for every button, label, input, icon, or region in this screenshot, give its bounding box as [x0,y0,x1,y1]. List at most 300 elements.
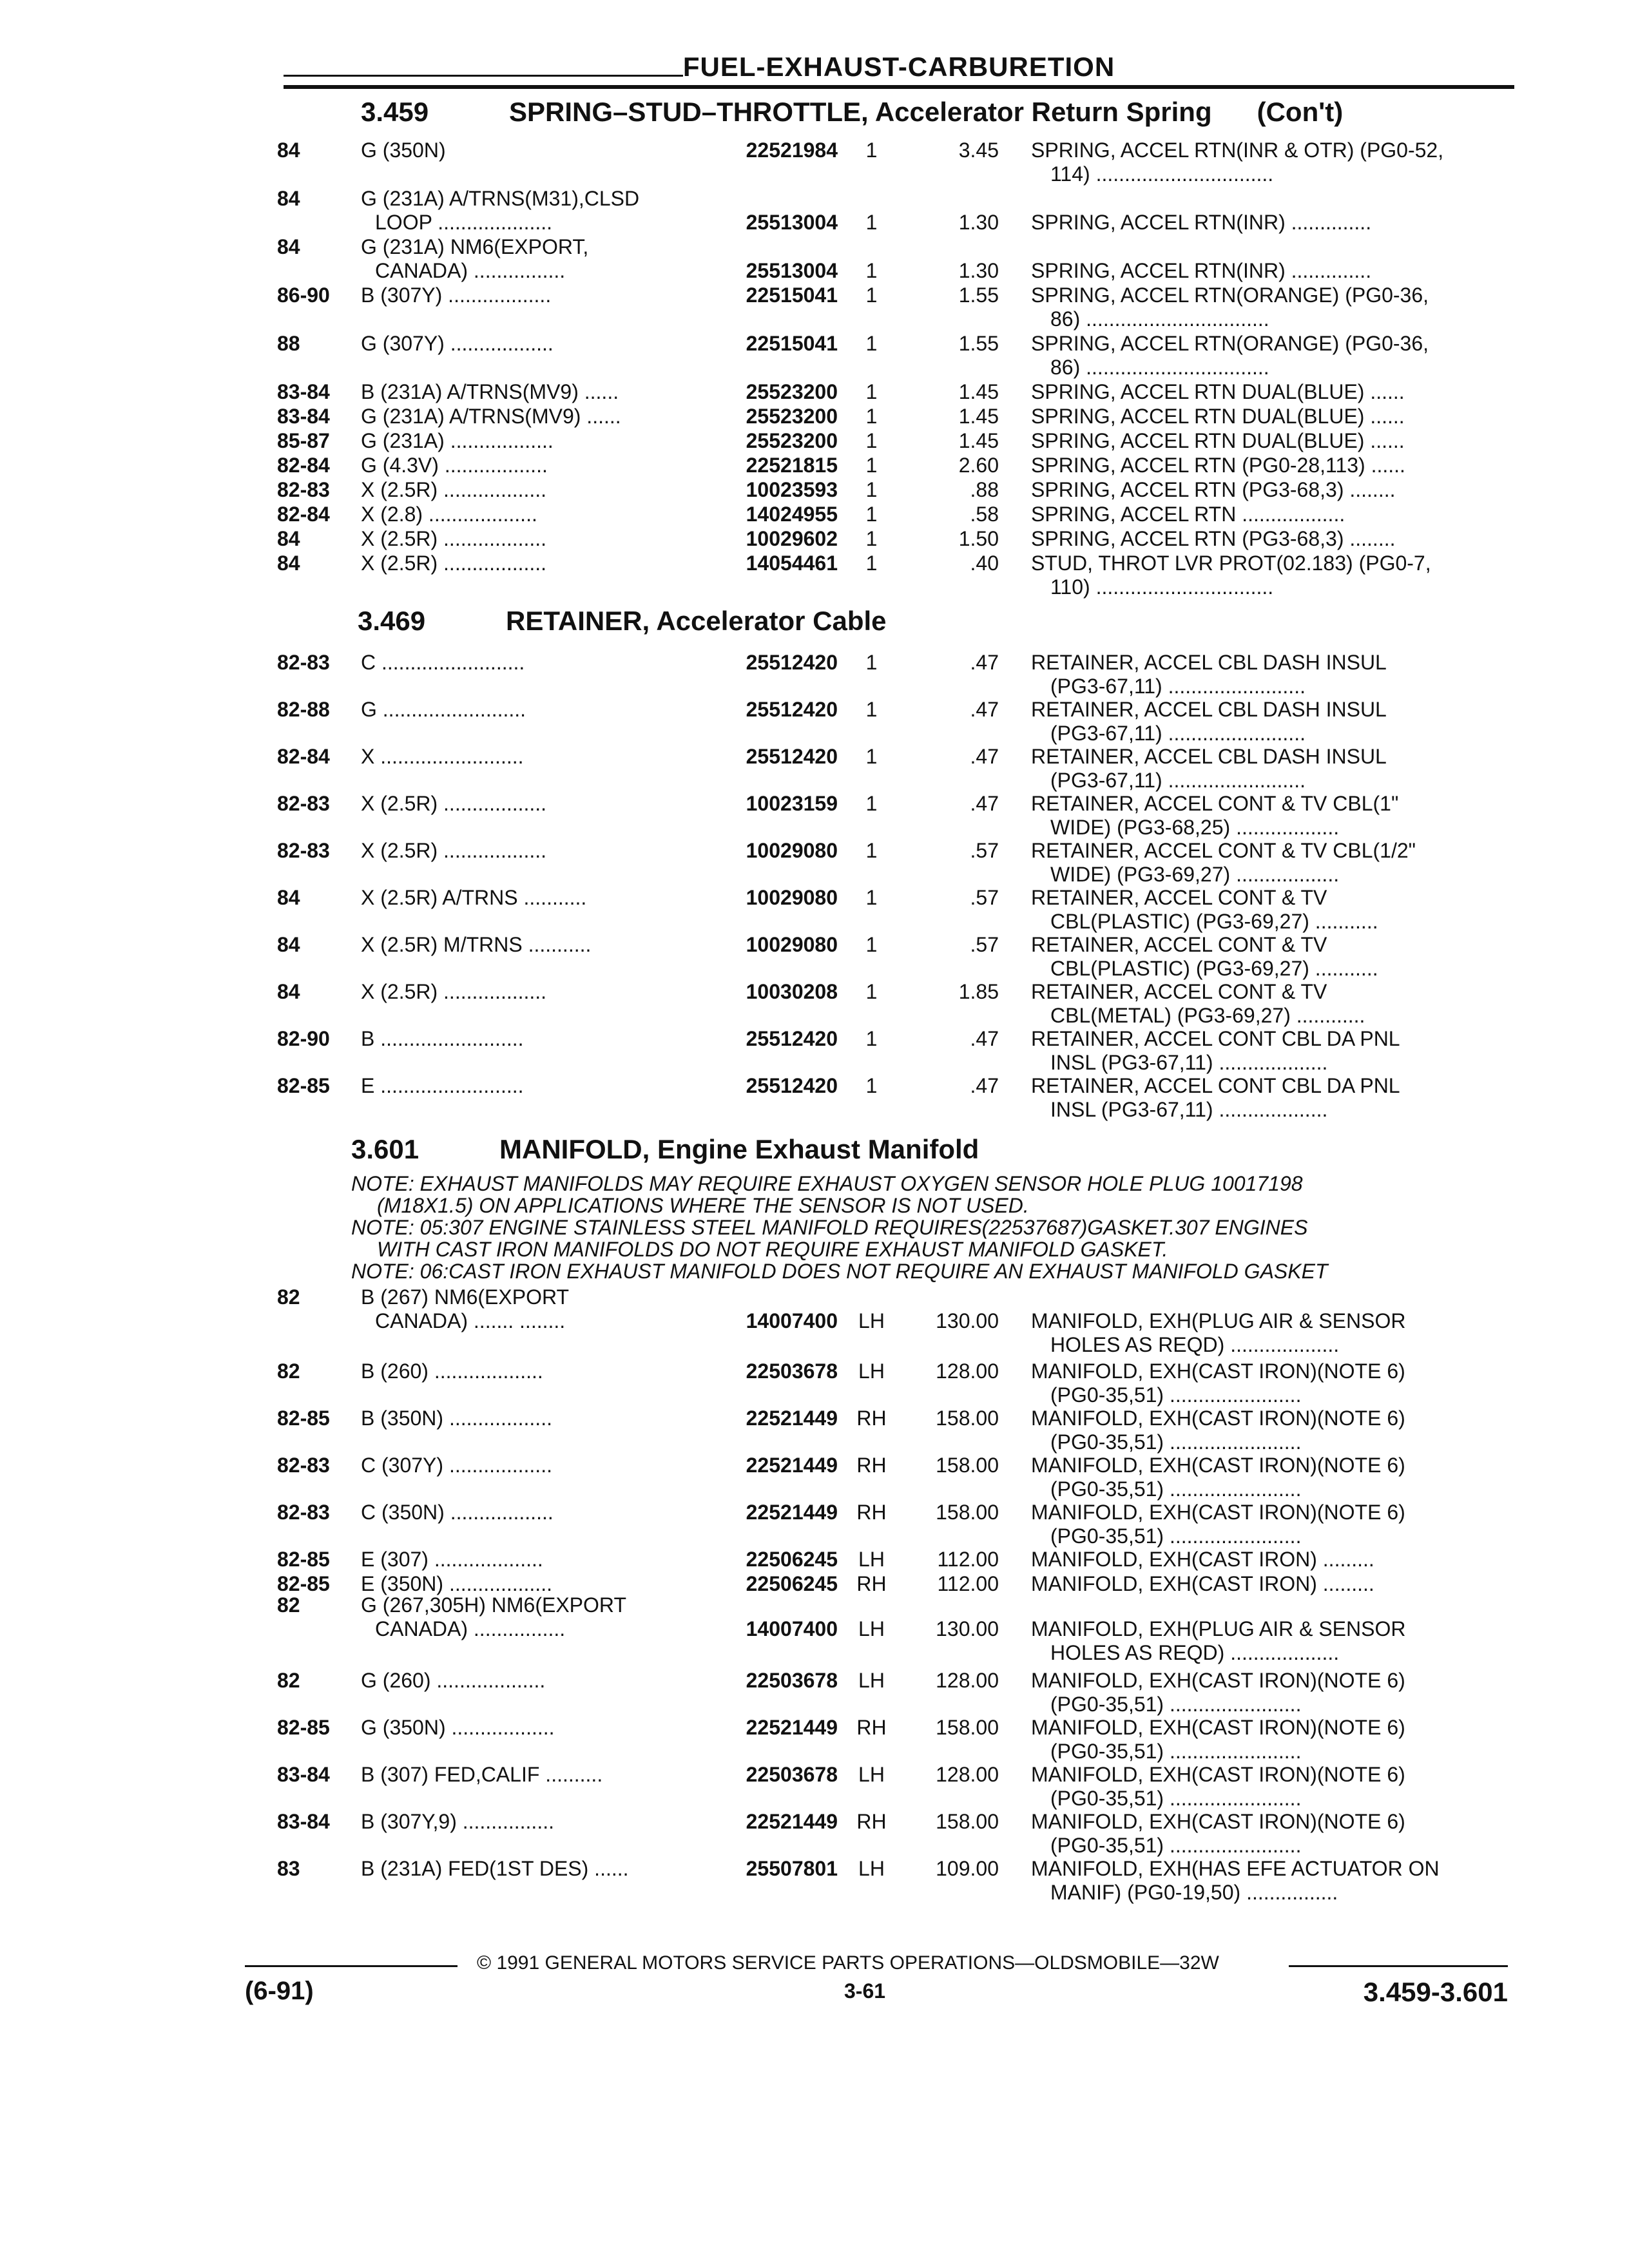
part-description [1031,429,1405,453]
description-line: SPRING, ACCEL RTN DUAL(BLUE) ...... [1031,380,1405,403]
description-line: MANIFOLD, EXH(CAST IRON)(NOTE 6) [1031,1810,1405,1833]
part-number: 22521449 [746,1407,838,1430]
quantity: RH [856,1810,887,1833]
model-line: G (231A) A/TRNS(M31),CLSD [361,187,640,210]
part-number: 10030208 [746,980,838,1003]
quantity: RH [856,1407,887,1430]
price: 1.55 [958,332,999,355]
part-number: 22503678 [746,1669,838,1692]
model-year: 84 [277,933,300,956]
part-number: 22521449 [746,1501,838,1524]
model-line: G ......................... [361,698,526,721]
description-line: (PG0-35,51) ....................... [1050,1693,1302,1716]
description-line: (PG0-35,51) ....................... [1050,1740,1302,1763]
price: .47 [970,745,999,768]
quantity: RH [856,1454,887,1477]
quantity: 1 [865,886,878,909]
part-description [1031,284,1429,331]
part-description [1031,1454,1405,1501]
price: 158.00 [936,1501,999,1524]
description-line: RETAINER, ACCEL CONT & TV CBL(1" [1031,792,1399,815]
model-line: E (307) ................... [361,1548,543,1571]
model-line: G (231A) .................. [361,429,554,452]
description-line: SPRING, ACCEL RTN (PG3-68,3) ........ [1031,527,1396,550]
part-number: 22521449 [746,1716,838,1739]
model-line: G (350N) .................. [361,1716,555,1739]
model-code [361,1593,626,1641]
model-year: 82-83 [277,792,330,815]
description-line: (PG0-35,51) ....................... [1050,1383,1302,1407]
model-code [361,552,546,575]
model-year: 84 [277,980,300,1003]
section-number: 3.459 [361,97,429,127]
footer-rule [245,1965,458,1967]
model-code [361,1548,543,1571]
description-line: (PG3-67,11) ........................ [1050,675,1306,698]
model-year: 82-88 [277,698,330,721]
model-year: 82 [277,1669,300,1692]
price: 1.45 [958,380,999,403]
note-line: NOTE: 06:CAST IRON EXHAUST MANIFOLD DOES NOT REQUIRE AN EXHAUST MANIFOLD GASKET [351,1260,1328,1283]
part-number: 10029080 [746,839,838,862]
model-line: E (350N) .................. [361,1572,552,1595]
page-title: FUEL-EXHAUST-CARBURETION [682,52,1115,82]
part-description [1031,839,1416,887]
copyright: © 1991 GENERAL MOTORS SERVICE PARTS OPERATIONS—OLDSMOBILE—32W [477,1952,1219,1974]
quantity: LH [858,1857,885,1880]
part-description [1031,1501,1405,1548]
part-description [1031,552,1431,599]
model-code [361,1810,554,1834]
model-code [361,1407,552,1430]
model-year: 82-85 [277,1716,330,1739]
part-number: 25513004 [746,259,838,282]
part-number: 25512420 [746,651,838,674]
model-line: X (2.5R) .................. [361,552,547,575]
quantity: 1 [865,380,878,403]
part-number: 14007400 [746,1309,838,1332]
model-code [361,1716,555,1740]
quantity: 1 [865,405,878,428]
model-line: B (307Y,9) ................ [361,1810,554,1833]
model-year: 84 [277,235,300,258]
part-description [1031,745,1387,793]
description-line: MANIFOLD, EXH(HAS EFE ACTUATOR ON [1031,1857,1440,1880]
part-number: 25523200 [746,429,838,452]
section-number: 3.469 [358,606,426,636]
part-number: 25513004 [746,211,838,234]
model-year: 82 [277,1285,300,1309]
quantity: 1 [865,698,878,721]
model-line: LOOP .................... [375,211,553,234]
description-line: HOLES AS REQD) ................... [1050,1333,1340,1356]
description-line: CBL(PLASTIC) (PG3-69,27) ........... [1050,957,1378,980]
quantity: LH [858,1360,885,1383]
price: .88 [970,478,999,501]
model-line: C (307Y) .................. [361,1454,552,1477]
description-line: SPRING, ACCEL RTN (PG0-28,113) ...... [1031,454,1405,477]
model-year: 84 [277,527,300,550]
quantity: 1 [865,429,878,452]
part-number: 10023159 [746,792,838,815]
model-line: X (2.5R) .................. [361,839,547,862]
description-line: RETAINER, ACCEL CBL DASH INSUL [1031,698,1387,721]
price: .57 [970,886,999,909]
price: 3.45 [958,139,999,162]
quantity: 1 [865,503,878,526]
section-number: 3.601 [351,1134,419,1164]
description-line: INSL (PG3-67,11) ................... [1050,1051,1328,1074]
quantity: 1 [865,792,878,815]
revision-date: (6-91) [245,1977,314,2005]
model-year: 82-85 [277,1572,330,1595]
description-line: MANIFOLD, EXH(PLUG AIR & SENSOR [1031,1617,1406,1640]
model-year: 83 [277,1857,300,1880]
model-year: 83-84 [277,1763,330,1786]
part-description [1031,933,1378,981]
section-range: 3.459-3.601 [1363,1977,1508,2007]
quantity: 1 [865,1074,878,1097]
part-description [1031,792,1398,840]
model-code [361,980,546,1004]
page-header [284,52,1514,89]
model-year: 83-84 [277,405,330,428]
price: 1.55 [958,284,999,307]
note-line: NOTE: 05:307 ENGINE STAINLESS STEEL MANIFOLD REQUIRES(22537687)GASKET.307 ENGINES [351,1216,1308,1239]
description-line: MANIF) (PG0-19,50) ................ [1050,1881,1338,1904]
model-code [361,698,526,722]
model-year: 84 [277,187,300,210]
description-line: RETAINER, ACCEL CONT CBL DA PNL [1031,1074,1400,1097]
model-line: X (2.5R) .................. [361,792,547,815]
quantity: 1 [865,1027,878,1050]
model-code [361,651,525,675]
part-description [1031,405,1405,428]
price: 112.00 [937,1548,999,1571]
description-line: MANIFOLD, EXH(CAST IRON)(NOTE 6) [1031,1669,1405,1692]
price: 128.00 [936,1669,999,1692]
model-year: 82-85 [277,1548,330,1571]
part-number: 25523200 [746,405,838,428]
description-line: MANIFOLD, EXH(CAST IRON)(NOTE 6) [1031,1501,1405,1524]
part-description [1031,139,1443,186]
model-code [361,1454,552,1477]
model-line: B (307Y) .................. [361,284,552,307]
quantity: LH [858,1548,885,1571]
price: 158.00 [936,1454,999,1477]
section-heading [361,97,1343,128]
quantity: LH [858,1669,885,1692]
description-line: WIDE) (PG3-69,27) .................. [1050,863,1340,886]
part-number: 22521815 [746,454,838,477]
price: 109.00 [936,1857,999,1880]
price: .40 [970,552,999,575]
quantity: 1 [865,211,878,234]
model-year: 82-83 [277,1501,330,1524]
model-line: CANADA) ....... ........ [375,1309,566,1332]
quantity: 1 [865,454,878,477]
model-year: 83-84 [277,1810,330,1833]
quantity: 1 [865,332,878,355]
model-code [361,1285,569,1333]
description-line: SPRING, ACCEL RTN DUAL(BLUE) ...... [1031,429,1405,452]
model-line: X ......................... [361,745,524,768]
description-line: MANIFOLD, EXH(CAST IRON) ......... [1031,1572,1374,1595]
description-line: MANIFOLD, EXH(PLUG AIR & SENSOR [1031,1309,1406,1332]
model-code [361,1501,554,1524]
description-line: RETAINER, ACCEL CONT CBL DA PNL [1031,1027,1400,1050]
header-rule [284,85,1514,89]
price: 158.00 [936,1407,999,1430]
price: .47 [970,1027,999,1050]
part-description [1031,332,1429,380]
section-continued: (Con't) [1257,97,1344,127]
model-year: 82-83 [277,651,330,674]
model-line: G (350N) [361,139,446,162]
part-number: 25512420 [746,1027,838,1050]
section-title: SPRING–STUD–THROTTLE, Accelerator Return Spring [509,97,1212,127]
description-line: CBL(METAL) (PG3-69,27) ............ [1050,1004,1365,1027]
model-code [361,1669,545,1693]
description-line: HOLES AS REQD) ................... [1050,1641,1340,1664]
section-heading [351,1134,979,1165]
part-number: 22521984 [746,139,838,162]
model-year: 82 [277,1593,300,1617]
model-code [361,745,524,769]
part-description [1031,1572,1374,1596]
part-description [1031,1407,1405,1454]
model-line: B (231A) FED(1ST DES) ...... [361,1857,629,1880]
description-line: SPRING, ACCEL RTN(INR & OTR) (PG0-52, [1031,139,1444,162]
part-description [1031,1617,1405,1665]
price: 130.00 [936,1617,999,1640]
description-line: (PG0-35,51) ....................... [1050,1430,1302,1454]
section-title: MANIFOLD, Engine Exhaust Manifold [499,1134,979,1164]
model-year: 84 [277,139,300,162]
model-code [361,380,619,404]
model-code [361,139,446,162]
part-description [1031,380,1405,404]
description-line: RETAINER, ACCEL CONT & TV [1031,886,1327,909]
model-line: G (231A) NM6(EXPORT, [361,235,589,258]
price: 158.00 [936,1810,999,1833]
part-description [1031,1716,1405,1763]
quantity: 1 [865,745,878,768]
model-year: 82 [277,1360,300,1383]
part-description [1031,1027,1400,1075]
description-line: MANIFOLD, EXH(CAST IRON)(NOTE 6) [1031,1716,1405,1739]
model-year: 82-83 [277,839,330,862]
price: 112.00 [937,1572,999,1595]
description-line: WIDE) (PG3-68,25) .................. [1050,816,1340,839]
model-year: 86-90 [277,284,330,307]
model-line: X (2.5R) .................. [361,527,547,550]
model-code [361,527,546,551]
part-number: 25512420 [746,745,838,768]
model-line: G (260) ................... [361,1669,546,1692]
part-description [1031,1360,1405,1407]
price: 1.45 [958,405,999,428]
description-line: RETAINER, ACCEL CBL DASH INSUL [1031,745,1387,768]
price: .57 [970,839,999,862]
part-number: 22521449 [746,1810,838,1833]
page-number: 3-61 [844,1979,886,2003]
price: .57 [970,933,999,956]
description-line: SPRING, ACCEL RTN(INR) .............. [1031,259,1372,282]
description-line: 114) ............................... [1050,162,1274,186]
part-number: 22506245 [746,1548,838,1571]
model-line: X (2.5R) A/TRNS ........... [361,886,587,909]
description-line: RETAINER, ACCEL CONT & TV [1031,980,1327,1003]
quantity: RH [856,1501,887,1524]
note-line: (M18X1.5) ON APPLICATIONS WHERE THE SENSOR IS NOT USED. [377,1194,1029,1217]
part-number: 10029602 [746,527,838,550]
model-year: 82-90 [277,1027,330,1050]
model-line: B (231A) A/TRNS(MV9) ...... [361,380,619,403]
model-code [361,1572,552,1596]
manifold-notes [351,1173,1327,1282]
quantity: 1 [865,933,878,956]
model-line: X (2.5R) M/TRNS ........... [361,933,592,956]
section-title: RETAINER, Accelerator Cable [506,606,887,636]
model-code [361,1360,543,1383]
part-description [1031,1810,1405,1858]
quantity: 1 [865,552,878,575]
model-year: 83-84 [277,380,330,403]
part-number: 22521449 [746,1454,838,1477]
price: .47 [970,651,999,674]
description-line: MANIFOLD, EXH(CAST IRON)(NOTE 6) [1031,1360,1405,1383]
model-code [361,284,551,307]
model-code [361,839,546,863]
note-line: NOTE: EXHAUST MANIFOLDS MAY REQUIRE EXHAUST OXYGEN SENSOR HOLE PLUG 10017198 [351,1172,1303,1195]
description-line: RETAINER, ACCEL CONT & TV CBL(1/2" [1031,839,1416,862]
price: 130.00 [936,1309,999,1332]
part-description [1031,259,1371,283]
model-line: X (2.5R) .................. [361,478,547,501]
description-line: SPRING, ACCEL RTN DUAL(BLUE) ...... [1031,405,1405,428]
part-number: 14024955 [746,503,838,526]
model-code [361,405,621,428]
part-description [1031,527,1395,551]
description-line: SPRING, ACCEL RTN .................. [1031,503,1345,526]
description-line: CBL(PLASTIC) (PG3-69,27) ........... [1050,910,1378,933]
part-number: 10029080 [746,886,838,909]
description-line: SPRING, ACCEL RTN(ORANGE) (PG0-36, [1031,332,1429,355]
model-year: 82-84 [277,454,330,477]
model-line: B (307) FED,CALIF .......... [361,1763,603,1786]
quantity: 1 [865,527,878,550]
part-number: 10029080 [746,933,838,956]
quantity: LH [858,1309,885,1332]
model-year: 82-85 [277,1074,330,1097]
price: .47 [970,1074,999,1097]
part-number: 22503678 [746,1763,838,1786]
price: 1.45 [958,429,999,452]
header-rule [284,75,683,77]
description-line: MANIFOLD, EXH(CAST IRON)(NOTE 6) [1031,1454,1405,1477]
model-code [361,429,554,453]
part-description [1031,454,1405,477]
quantity: RH [856,1716,887,1739]
model-line: B ......................... [361,1027,524,1050]
model-code [361,1027,524,1051]
model-line: CANADA) ................ [375,259,566,282]
price: 1.85 [958,980,999,1003]
quantity: LH [858,1763,885,1786]
quantity: 1 [865,139,878,162]
model-code [361,332,554,356]
model-code [361,235,588,283]
model-year: 88 [277,332,300,355]
model-code [361,503,537,526]
quantity: 1 [865,980,878,1003]
part-description [1031,1309,1405,1357]
part-number: 25507801 [746,1857,838,1880]
description-line: 86) ................................ [1050,307,1269,331]
model-code [361,933,591,957]
part-number: 14007400 [746,1617,838,1640]
model-year: 82-83 [277,1454,330,1477]
model-year: 82-84 [277,503,330,526]
description-line: (PG3-67,11) ........................ [1050,769,1306,792]
description-line: MANIFOLD, EXH(CAST IRON)(NOTE 6) [1031,1407,1405,1430]
price: 1.50 [958,527,999,550]
part-number: 22503678 [746,1360,838,1383]
description-line: MANIFOLD, EXH(CAST IRON)(NOTE 6) [1031,1763,1405,1786]
footer-rule [1289,1965,1508,1967]
model-line: G (4.3V) .................. [361,454,548,477]
part-number: 22515041 [746,284,838,307]
description-line: (PG3-67,11) ........................ [1050,722,1306,745]
description-line: RETAINER, ACCEL CONT & TV [1031,933,1327,956]
price: .58 [970,503,999,526]
price: .47 [970,698,999,721]
part-description [1031,651,1387,698]
model-line: B (350N) .................. [361,1407,552,1430]
model-line: G (307Y) .................. [361,332,554,355]
model-line: CANADA) ................ [375,1617,566,1640]
quantity: RH [856,1572,887,1595]
description-line: SPRING, ACCEL RTN(ORANGE) (PG0-36, [1031,284,1429,307]
model-line: G (267,305H) NM6(EXPORT [361,1593,626,1617]
model-line: E ......................... [361,1074,524,1097]
model-line: C (350N) .................. [361,1501,554,1524]
model-year: 82-84 [277,745,330,768]
section-heading [358,606,887,637]
part-description [1031,503,1345,526]
model-line: X (2.5R) .................. [361,980,547,1003]
model-code [361,792,546,816]
description-line: 86) ................................ [1050,356,1269,379]
model-year: 84 [277,552,300,575]
part-description [1031,1763,1405,1811]
model-line: C ......................... [361,651,525,674]
model-code [361,886,586,910]
model-year: 82-83 [277,478,330,501]
description-line: 110) ............................... [1050,575,1274,599]
model-code [361,1763,602,1787]
description-line: INSL (PG3-67,11) ................... [1050,1098,1328,1121]
description-line: RETAINER, ACCEL CBL DASH INSUL [1031,651,1387,674]
part-description [1031,1074,1400,1122]
quantity: 1 [865,259,878,282]
part-number: 25512420 [746,698,838,721]
model-year: 85-87 [277,429,330,452]
part-description [1031,211,1371,235]
model-line: B (260) ................... [361,1360,543,1383]
price: 1.30 [958,211,999,234]
